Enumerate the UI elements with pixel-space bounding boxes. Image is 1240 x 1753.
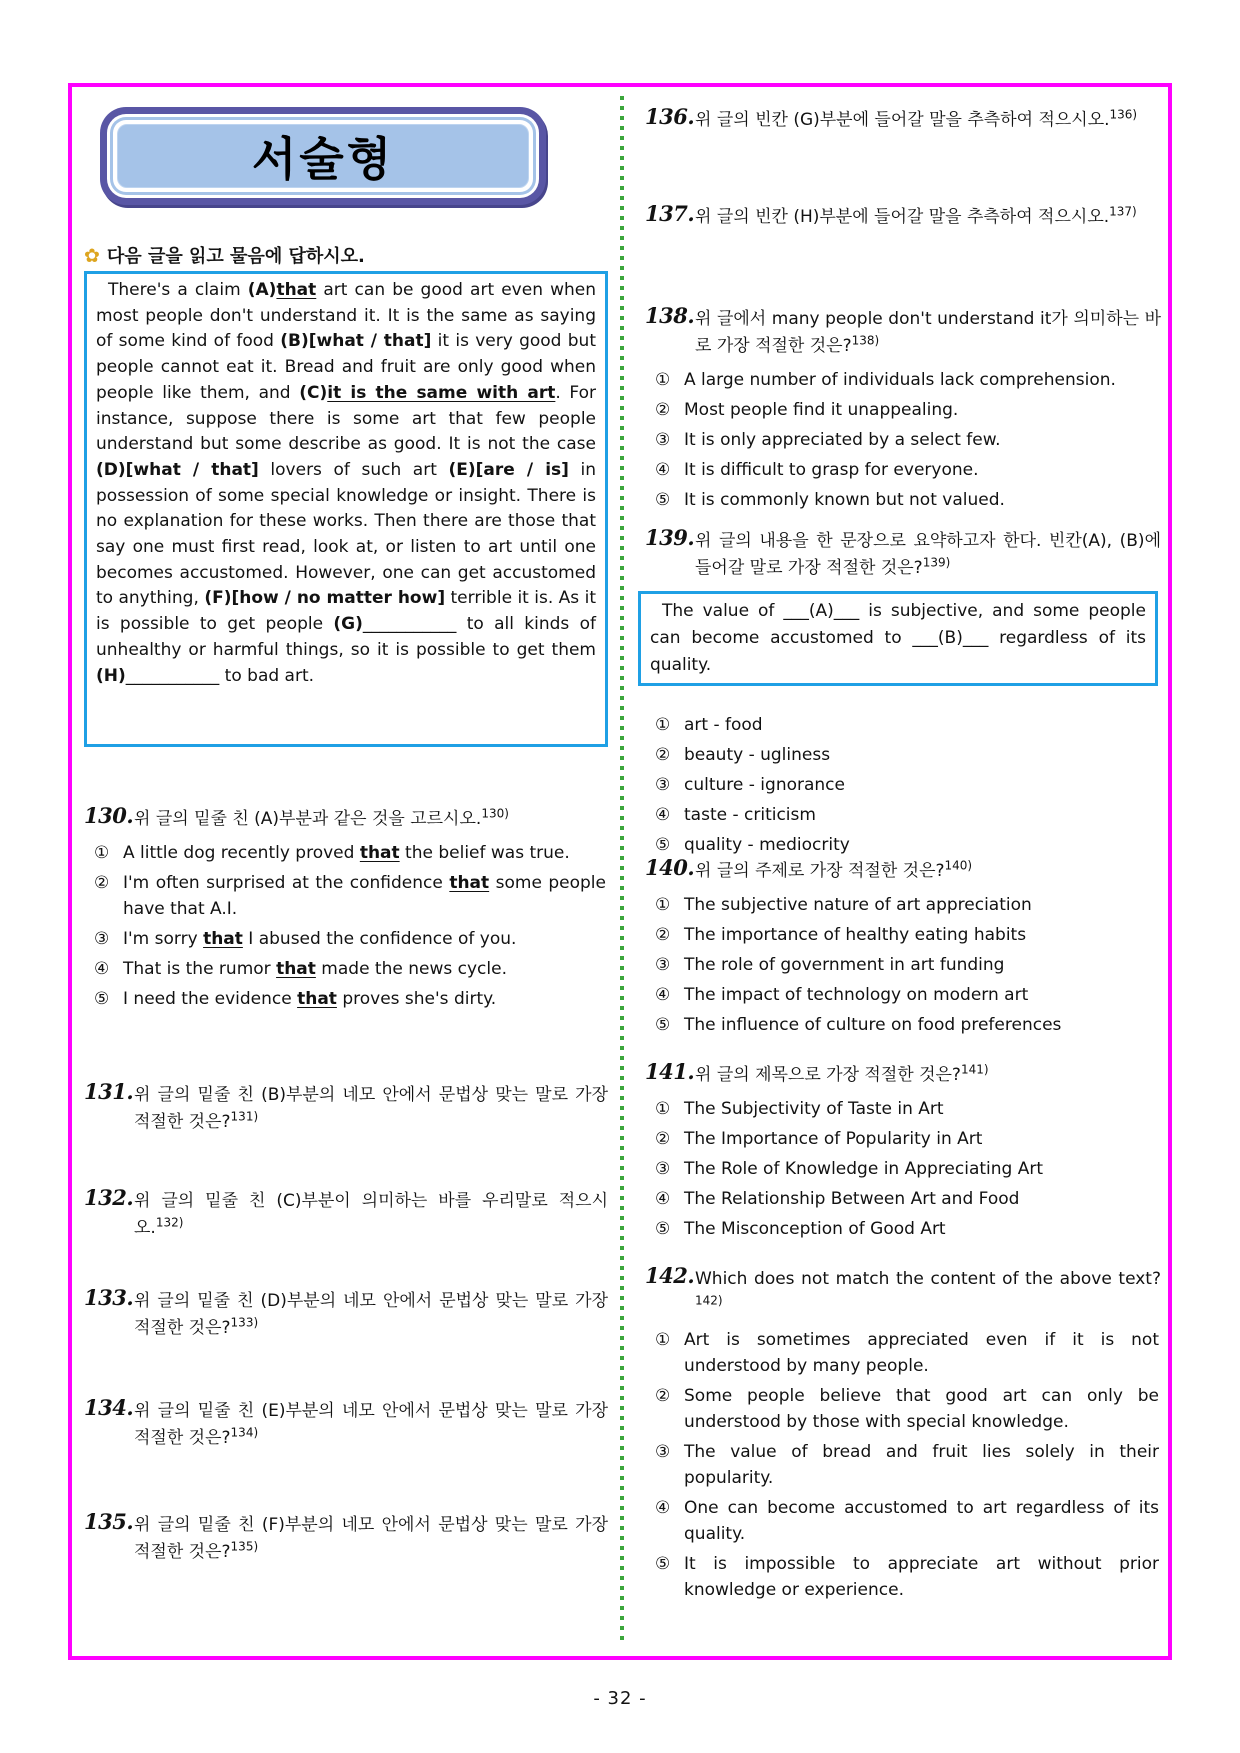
option-item xyxy=(94,840,608,866)
option-item xyxy=(655,832,1161,858)
passage-segment: art can be good art even when most people don't understand it. It is the same as saying of some kind of food xyxy=(96,280,596,352)
options-list xyxy=(655,892,1161,1038)
option-segment: that xyxy=(203,929,243,949)
option-text xyxy=(684,1096,1161,1122)
option-marker: ③ xyxy=(655,1442,671,1462)
stem-text: 위 글의 밑줄 친 (E)부분의 네모 안에서 문법상 맞는 말로 가장 적절한 것은? xyxy=(134,1401,608,1448)
option-segment: It is only appreciated by a select few. xyxy=(684,430,1001,450)
passage-segment: (B)[what / that] xyxy=(280,331,432,352)
option-text xyxy=(684,1495,1161,1547)
stem-text: 위 글의 제목으로 가장 적절한 것은? xyxy=(695,1065,961,1085)
flower-icon: ✿ xyxy=(84,245,100,267)
option-marker: ③ xyxy=(655,955,671,975)
option-item xyxy=(655,802,1161,828)
option-segment: The Importance of Popularity in Art xyxy=(684,1129,983,1149)
option-segment: The Relationship Between Art and Food xyxy=(684,1189,1020,1209)
right-column xyxy=(645,0,1161,1660)
passage-text xyxy=(96,278,596,689)
question-number: 131. xyxy=(84,1079,134,1104)
passage-segment: (D)[what / that] xyxy=(96,459,259,480)
option-item xyxy=(655,712,1161,738)
stem-text: 위 글의 빈칸 (G)부분에 들어갈 말을 추측하여 적으시오. xyxy=(695,110,1110,130)
option-marker: ① xyxy=(655,1330,671,1350)
option-marker: ③ xyxy=(94,929,110,949)
question-stem xyxy=(695,1266,1161,1320)
option-item xyxy=(94,956,608,982)
option-marker: ② xyxy=(655,1386,671,1406)
option-segment: culture - ignorance xyxy=(684,775,845,795)
option-text xyxy=(123,926,608,952)
option-text xyxy=(684,1439,1161,1491)
option-segment: A large number of individuals lack comprehension. xyxy=(684,370,1116,390)
stem-text: Which does not match the content of the above text? xyxy=(695,1269,1161,1289)
option-text xyxy=(684,802,1161,828)
question-138 xyxy=(645,303,1161,517)
question-stem xyxy=(695,306,1161,360)
option-text xyxy=(684,982,1161,1008)
question-number: 136. xyxy=(645,104,695,129)
option-segment: It is difficult to grasp for everyone. xyxy=(684,460,979,480)
option-marker: ② xyxy=(655,745,671,765)
question-stem xyxy=(134,1082,608,1136)
option-marker: ④ xyxy=(94,959,110,979)
footnote-ref: 131) xyxy=(230,1109,259,1124)
footnote-ref: 133) xyxy=(230,1315,259,1330)
option-item xyxy=(655,982,1161,1008)
passage-segment: (G) xyxy=(333,614,363,635)
footnote-ref: 140) xyxy=(944,858,973,873)
option-item xyxy=(655,1186,1161,1212)
footnote-ref: 134) xyxy=(230,1425,259,1440)
option-text xyxy=(684,772,1161,798)
option-segment: that xyxy=(276,959,316,979)
question-number: 138. xyxy=(645,303,695,328)
option-segment: taste - criticism xyxy=(684,805,816,825)
question-136 xyxy=(645,104,1161,134)
option-text xyxy=(684,922,1161,948)
page-number: - 32 - xyxy=(593,1688,647,1709)
option-marker: ③ xyxy=(655,430,671,450)
option-item xyxy=(655,1439,1161,1491)
footnote-ref: 130) xyxy=(481,806,509,821)
option-text xyxy=(123,956,608,982)
option-marker: ③ xyxy=(655,1159,671,1179)
option-segment: quality - mediocrity xyxy=(684,835,850,855)
option-segment: beauty - ugliness xyxy=(684,745,831,765)
option-segment: The impact of technology on modern art xyxy=(684,985,1029,1005)
question-134 xyxy=(84,1395,608,1452)
option-item xyxy=(655,922,1161,948)
option-text xyxy=(684,457,1161,483)
option-marker: ④ xyxy=(655,460,671,480)
option-segment: that xyxy=(449,873,490,893)
option-text xyxy=(684,1156,1161,1182)
option-marker: ④ xyxy=(655,1189,671,1209)
option-text xyxy=(684,1012,1161,1038)
option-segment: The subjective nature of art appreciation xyxy=(684,895,1032,915)
option-text xyxy=(684,952,1161,978)
passage-segment: to bad art. xyxy=(219,665,315,686)
stem-text: 위 글에서 many people don't understand it가 의미하는 바로 가장 적절한 것은? xyxy=(695,309,1161,356)
stem-text: 위 글의 밑줄 친 (B)부분의 네모 안에서 문법상 맞는 말로 가장 적절한 것은? xyxy=(134,1085,608,1132)
option-text xyxy=(684,1383,1161,1435)
option-marker: ③ xyxy=(655,775,671,795)
question-stem xyxy=(695,528,1161,582)
footnote-ref: 137) xyxy=(1109,204,1137,219)
option-item xyxy=(655,892,1161,918)
option-marker: ⑤ xyxy=(655,1554,671,1574)
option-item xyxy=(655,1327,1161,1379)
option-segment: The influence of culture on food preferences xyxy=(684,1015,1062,1035)
passage-segment: (E)[are / is] xyxy=(448,459,569,480)
option-segment: The Subjectivity of Taste in Art xyxy=(684,1099,944,1119)
option-segment: A little dog recently proved xyxy=(123,843,360,863)
option-text xyxy=(684,1327,1161,1379)
footnote-ref: 136) xyxy=(1109,107,1138,122)
option-item xyxy=(655,1126,1161,1152)
question-141 xyxy=(645,1059,1161,1246)
question-142 xyxy=(645,1263,1161,1607)
option-marker: ① xyxy=(655,715,671,735)
option-item xyxy=(655,742,1161,768)
question-number: 141. xyxy=(645,1059,695,1084)
option-segment: Some people believe that good art can only be understood by those with special knowledge. xyxy=(684,1386,1159,1432)
passage-segment: in possession of some special knowledge or insight. There is no explanation for these works. Then there are those that say one must first read, look at, or listen to art until one becomes accustomed. However, one can get accustomed to anything, xyxy=(96,459,597,609)
option-text xyxy=(684,1551,1161,1603)
passage-segment: (C) xyxy=(299,382,328,403)
question-number: 137. xyxy=(645,201,695,226)
option-segment: The role of government in art funding xyxy=(684,955,1005,975)
option-segment: The Misconception of Good Art xyxy=(684,1219,946,1239)
option-item xyxy=(655,1551,1161,1603)
passage-segment: There's a claim xyxy=(108,280,248,300)
option-marker: ⑤ xyxy=(655,1219,671,1239)
option-segment: I abused the confidence of you. xyxy=(242,929,517,949)
section-badge xyxy=(100,107,546,205)
option-marker: ④ xyxy=(655,1498,671,1518)
option-text xyxy=(684,487,1161,513)
passage-segment: to all kinds of unhealthy or harmful things, so it is possible to get them xyxy=(96,614,597,660)
option-text xyxy=(684,397,1161,423)
option-segment: the belief was true. xyxy=(399,843,570,863)
passage-segment: ___________ xyxy=(362,614,457,635)
question-140 xyxy=(645,855,1161,1042)
option-marker: ② xyxy=(655,925,671,945)
question-stem xyxy=(134,1398,608,1452)
footnote-ref: 142) xyxy=(695,1293,723,1308)
badge-ring-inner xyxy=(113,120,533,192)
passage-segment: (A) xyxy=(247,280,277,300)
option-segment: that xyxy=(297,989,337,1009)
question-stem xyxy=(695,204,1161,231)
option-item xyxy=(94,870,608,922)
option-segment: Most people find it unappealing. xyxy=(684,400,959,420)
passage-segment: it is very good but people cannot eat it. Bread and fruit are only good when people like them, and xyxy=(96,331,596,403)
options-list xyxy=(94,840,608,1012)
passage-segment: . For instance, suppose there is some art that few people understand but some describe as good. It is not the case xyxy=(96,382,596,455)
question-number: 142. xyxy=(645,1263,695,1288)
option-segment: I'm sorry xyxy=(123,929,204,949)
option-item xyxy=(94,986,608,1012)
passage-segment: (H) xyxy=(96,665,126,686)
question-131 xyxy=(84,1079,608,1136)
option-marker: ① xyxy=(655,1099,671,1119)
passage-segment: ___________ xyxy=(125,665,220,686)
badge-ring-outer xyxy=(107,114,539,198)
left-column xyxy=(84,0,608,1660)
option-marker: ② xyxy=(655,1129,671,1149)
question-stem xyxy=(695,1062,1161,1089)
prompt-text: 다음 글을 읽고 물음에 답하시오. xyxy=(106,246,365,267)
option-segment: The Role of Knowledge in Appreciating Art xyxy=(684,1159,1044,1179)
question-135 xyxy=(84,1509,608,1566)
badge-ring-mid xyxy=(110,117,536,195)
passage-box xyxy=(84,271,608,747)
passage-segment: it is the same with art xyxy=(327,382,556,403)
option-marker: ① xyxy=(655,370,671,390)
question-stem xyxy=(134,1288,608,1342)
option-segment: I need the evidence xyxy=(123,989,298,1009)
badge-face xyxy=(117,124,529,188)
section-title: 서술형 xyxy=(251,132,395,186)
option-segment: I'm often surprised at the confidence xyxy=(123,873,450,893)
question-number: 139. xyxy=(645,525,695,550)
question-number: 130. xyxy=(84,803,134,828)
options-list xyxy=(655,712,1161,858)
stem-text: 위 글의 내용을 한 문장으로 요약하고자 한다. 빈칸(A), (B)에 들어갈 말로 가장 적절한 것은? xyxy=(695,531,1161,578)
footnote-ref: 138) xyxy=(851,333,880,348)
option-segment: It is commonly known but not valued. xyxy=(684,490,1005,510)
options-list xyxy=(655,367,1161,513)
passage-prompt xyxy=(84,243,608,270)
option-item xyxy=(655,367,1161,393)
option-item xyxy=(655,952,1161,978)
option-item xyxy=(655,1156,1161,1182)
option-segment: The value of bread and fruit lies solely in their popularity. xyxy=(684,1442,1159,1488)
option-segment: some people have that A.I. xyxy=(123,873,606,919)
option-item xyxy=(655,1216,1161,1242)
option-text xyxy=(684,832,1161,858)
stem-text: 위 글의 빈칸 (H)부분에 들어갈 말을 추측하여 적으시오. xyxy=(695,207,1110,227)
option-item xyxy=(655,397,1161,423)
option-segment: It is impossible to appreciate art without prior knowledge or experience. xyxy=(684,1554,1159,1600)
option-marker: ④ xyxy=(655,985,671,1005)
option-item xyxy=(94,926,608,952)
option-item xyxy=(655,1383,1161,1435)
option-text xyxy=(684,427,1161,453)
option-segment: The importance of healthy eating habits xyxy=(684,925,1027,945)
question-stem xyxy=(695,107,1161,134)
stem-text: 위 글의 주제로 가장 적절한 것은? xyxy=(695,861,945,881)
question-stem xyxy=(134,1512,608,1566)
option-text xyxy=(684,892,1161,918)
summary-box: The value of ___(A)___ is subjective, and some people can become accustomed to ___(B)___ regardless of its quality. xyxy=(638,591,1158,686)
options-list xyxy=(655,1096,1161,1242)
question-stem xyxy=(695,858,1161,885)
option-marker: ② xyxy=(94,873,110,893)
option-item xyxy=(655,457,1161,483)
question-stem xyxy=(134,1188,608,1242)
question-number: 132. xyxy=(84,1185,134,1210)
question-number: 133. xyxy=(84,1285,134,1310)
option-segment: proves she's dirty. xyxy=(336,989,497,1009)
option-segment: art - food xyxy=(684,715,763,735)
footnote-ref: 139) xyxy=(922,555,951,570)
option-marker: ④ xyxy=(655,805,671,825)
option-item xyxy=(655,1096,1161,1122)
question-number: 140. xyxy=(645,855,695,880)
option-text xyxy=(123,840,608,866)
passage-segment: (F)[how / no matter how] xyxy=(204,588,446,609)
question-130 xyxy=(84,803,608,1016)
column-divider xyxy=(620,96,624,1640)
option-text xyxy=(684,712,1161,738)
question-137 xyxy=(645,201,1161,231)
stem-text: 위 글의 밑줄 친 (F)부분의 네모 안에서 문법상 맞는 말로 가장 적절한 것은? xyxy=(134,1515,608,1562)
question-139 xyxy=(645,525,1161,862)
option-item xyxy=(655,1012,1161,1038)
footnote-ref: 132) xyxy=(155,1215,184,1230)
passage-segment: that xyxy=(276,280,317,300)
stem-text: 위 글의 밑줄 친 (A)부분과 같은 것을 고르시오. xyxy=(134,809,482,829)
option-item xyxy=(655,772,1161,798)
question-number: 134. xyxy=(84,1395,134,1420)
option-text xyxy=(684,742,1161,768)
question-stem xyxy=(134,806,608,833)
option-text xyxy=(684,1186,1161,1212)
stem-text: 위 글의 밑줄 친 (C)부분이 의미하는 바를 우리말로 적으시오. xyxy=(134,1191,608,1238)
option-marker: ② xyxy=(655,400,671,420)
option-marker: ⑤ xyxy=(655,1015,671,1035)
footnote-ref: 135) xyxy=(230,1539,259,1554)
option-text xyxy=(123,986,608,1012)
option-segment: made the news cycle. xyxy=(315,959,507,979)
option-marker: ⑤ xyxy=(655,490,671,510)
question-133 xyxy=(84,1285,608,1342)
option-text xyxy=(684,1216,1161,1242)
option-segment: One can become accustomed to art regardless of its quality. xyxy=(684,1498,1159,1544)
option-item xyxy=(655,1495,1161,1547)
question-132 xyxy=(84,1185,608,1242)
option-marker: ① xyxy=(94,843,110,863)
option-text xyxy=(684,367,1161,393)
option-segment: That is the rumor xyxy=(123,959,277,979)
option-item xyxy=(655,427,1161,453)
option-segment: that xyxy=(359,843,400,863)
option-marker: ⑤ xyxy=(94,989,110,1009)
option-item xyxy=(655,487,1161,513)
option-text xyxy=(684,1126,1161,1152)
question-number: 135. xyxy=(84,1509,134,1534)
footnote-ref: 141) xyxy=(960,1062,989,1077)
passage-segment: lovers of such art xyxy=(258,459,449,480)
option-marker: ⑤ xyxy=(655,835,671,855)
option-text xyxy=(123,870,608,922)
option-segment: Art is sometimes appreciated even if it is not understood by many people. xyxy=(684,1330,1159,1376)
option-marker: ① xyxy=(655,895,671,915)
options-list xyxy=(655,1327,1161,1603)
passage-segment: terrible it is. As it is possible to get people xyxy=(96,588,596,635)
stem-text: 위 글의 밑줄 친 (D)부분의 네모 안에서 문법상 맞는 말로 가장 적절한 것은? xyxy=(134,1291,608,1338)
